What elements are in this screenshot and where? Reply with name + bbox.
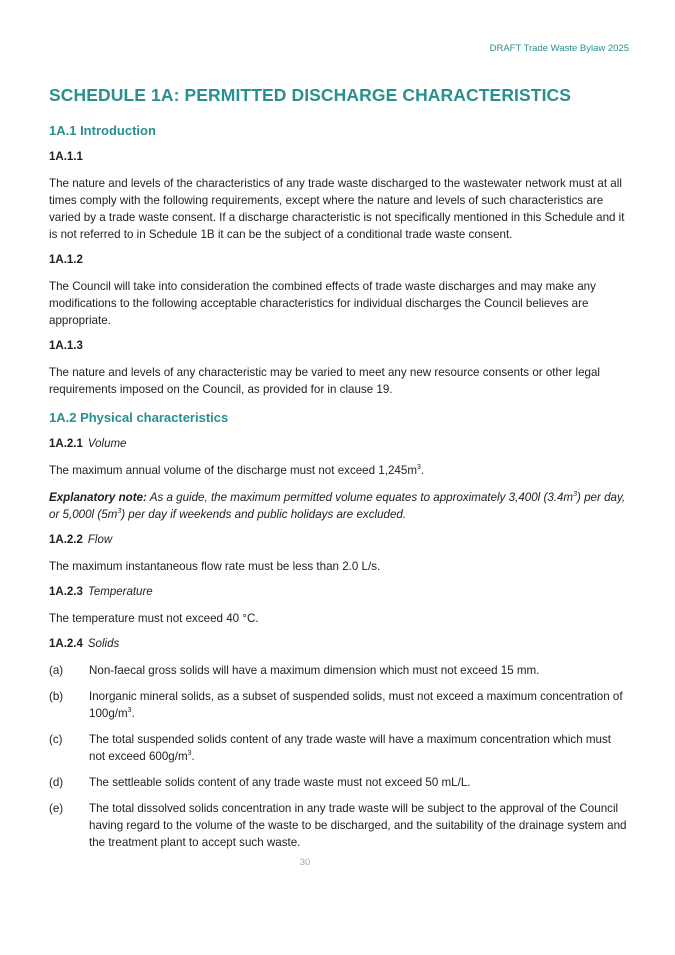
running-header: DRAFT Trade Waste Bylaw 2025: [489, 43, 629, 54]
clause-text-1a13: The nature and levels of any characteristic may be varied to meet any new resource consents or other legal requirements imposed on the Council, as provided for in clause 19.: [49, 366, 600, 396]
section-heading-physical: 1A.2 Physical characteristics: [49, 410, 229, 425]
clause-heading-flow: [49, 533, 629, 547]
list-item-b: [49, 688, 629, 722]
list-item-text-main: The total suspended solids content of any trade waste will have a maximum concentration which must not exceed 600g/m: [89, 733, 611, 763]
list-item-text: [89, 731, 629, 765]
volume-text-end: .: [420, 464, 425, 477]
list-item-e: [49, 800, 629, 851]
list-item-text: [89, 688, 629, 722]
schedule-title: SCHEDULE 1A: PERMITTED DISCHARGE CHARACTERISTICS: [49, 85, 572, 105]
list-item-text-main: Inorganic mineral solids, as a subset of suspended solids, must not exceed a maximum concentration of 100g/m: [89, 690, 623, 720]
list-item-text: The settleable solids content of any trade waste must not exceed 50 mL/L.: [89, 776, 471, 789]
list-item-d: [49, 774, 629, 791]
volume-text: The maximum annual volume of the discharge must not exceed 1,245m: [49, 464, 417, 477]
clause-text-temperature: The temperature must not exceed 40 °C.: [49, 612, 259, 625]
clause-heading-temperature: [49, 585, 629, 599]
list-item-superscript: 3: [127, 707, 132, 715]
clause-title-solids: Solids: [87, 638, 120, 650]
list-marker: (c): [49, 733, 63, 746]
clause-number-1a12: 1A.1.2: [49, 254, 83, 266]
explanatory-note: [49, 489, 629, 523]
clause-title-flow: Flow: [87, 534, 113, 546]
list-item-text: The total dissolved solids concentration in any trade waste will be subject to the approval of the Council having regard to the volume of the waste to be discharged, and the suitability of the drainage system and the treatment plant to accept such waste.: [89, 802, 627, 849]
clause-text-1a12: The Council will take into consideration the combined effects of trade waste discharges and may make any modifications to the following acceptable characteristics for individual discharges the Council believes are appropriate.: [49, 280, 596, 327]
clause-number-1a22: 1A.2.2: [49, 534, 83, 546]
volume-superscript: 3: [416, 464, 421, 472]
list-item-text-end: .: [191, 750, 195, 763]
clause-number-1a24: 1A.2.4: [49, 638, 83, 650]
list-item-c: [49, 731, 629, 765]
note-text-part2: ) per day, or 5,000l (5m: [49, 491, 626, 521]
note-superscript-2: 3: [117, 508, 122, 516]
clause-text-flow: The maximum instantaneous flow rate must be less than 2.0 L/s.: [49, 560, 381, 573]
list-marker: (b): [49, 690, 64, 703]
list-item-a: [49, 662, 629, 679]
clause-number-1a23: 1A.2.3: [49, 586, 83, 598]
list-item-text-end: .: [131, 707, 135, 720]
clause-title-volume: Volume: [87, 438, 127, 450]
note-text-part3: ) per day if weekends and public holidays are excluded.: [121, 508, 407, 521]
clause-number-1a21: 1A.2.1: [49, 438, 83, 450]
list-marker: (a): [49, 664, 64, 677]
clause-number-1a11: 1A.1.1: [49, 151, 83, 163]
clause-heading-solids: [49, 637, 629, 651]
list-item-superscript: 3: [187, 750, 192, 758]
clause-heading-volume: [49, 437, 629, 451]
clause-title-temperature: Temperature: [87, 586, 153, 598]
clause-text-1a11: The nature and levels of the characteristics of any trade waste discharged to the wastewater network must at all times comply with the following requirements, except where the nature and levels of such characteristics are varied by a trade waste consent. If a discharge characteristic is not specifically mentioned in this Schedule and it is not referred to in Schedule 1B it can be the subject of a conditional trade waste consent.: [49, 177, 625, 241]
clause-text-volume: [49, 462, 629, 479]
document-body: [49, 84, 629, 860]
note-text-part1: As a guide, the maximum permitted volume equates to approximately 3,400l (3.4m: [146, 491, 574, 504]
note-superscript-1: 3: [573, 491, 578, 499]
solids-list: [49, 662, 629, 851]
list-marker: (e): [49, 802, 64, 815]
clause-number-1a13: 1A.1.3: [49, 340, 83, 352]
list-marker: (d): [49, 776, 64, 789]
list-item-text: Non-faecal gross solids will have a maximum dimension which must not exceed 15 mm.: [89, 664, 540, 677]
explanatory-note-label: Explanatory note:: [49, 491, 147, 504]
section-heading-introduction: 1A.1 Introduction: [49, 123, 156, 138]
page-number: 30: [299, 857, 311, 868]
